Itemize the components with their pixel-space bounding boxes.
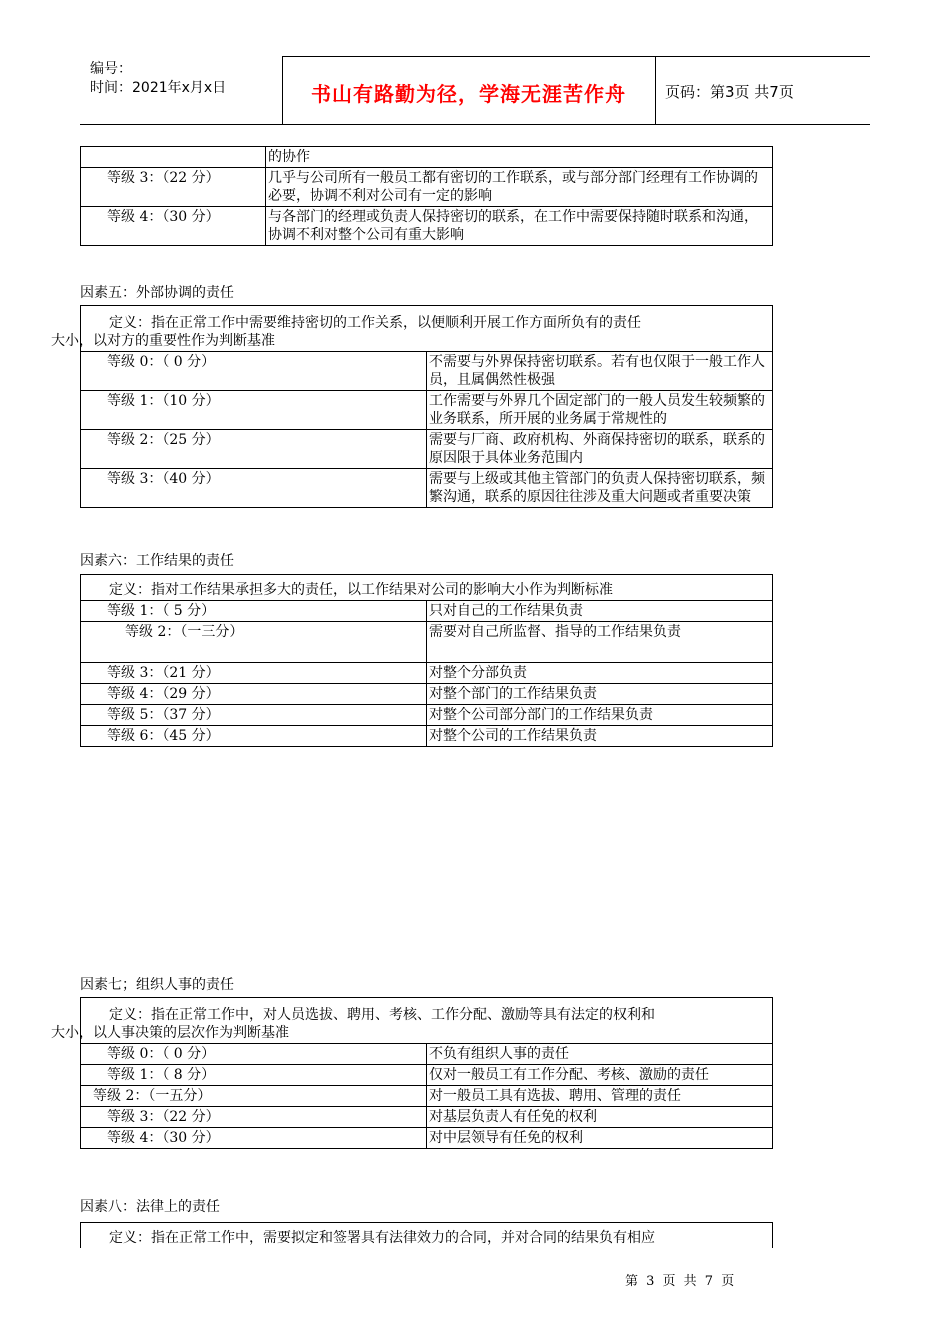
table-row [81, 352, 773, 391]
factor5-title: 因素五：外部协调的责任 [80, 285, 234, 301]
definition-text: 定义：指在正常工作中，需要拟定和签署具有法律效力的合同，并对合同的结果负有相应 [81, 1223, 773, 1249]
table-row [81, 1065, 773, 1086]
description-cell: 几乎与公司所有一般员工都有密切的工作联系，或与部分部门经理有工作协调的必要，协调不利对公司有一定的影响 [266, 168, 773, 207]
description-cell: 与各部门的经理或负责人保持密切的联系，在工作中需要保持随时联系和沟通，协调不利对整个公司有重大影响 [266, 207, 773, 246]
description-cell: 对中层领导有任免的权利 [427, 1128, 773, 1149]
level-cell: 等级 6：（45 分） [81, 726, 427, 747]
level-cell: 等级 0：（ 0 分） [81, 352, 427, 391]
description-cell: 需要对自己所监督、指导的工作结果负责 [427, 622, 773, 663]
table-row [81, 147, 773, 168]
header-top-rule [282, 56, 870, 57]
table-row [81, 168, 773, 207]
level-cell: 等级 3：（22 分） [81, 1107, 427, 1128]
definition-text-cont: 大小，以对方的重要性作为判断基准 [51, 333, 275, 349]
table-row [81, 207, 773, 246]
level-cell [81, 147, 266, 168]
description-cell: 对整个公司的工作结果负责 [427, 726, 773, 747]
description-cell: 对基层负责人有任免的权利 [427, 1107, 773, 1128]
definition-text-cont: 大小，以人事决策的层次作为判断基准 [51, 1025, 289, 1041]
definition-row [81, 1223, 773, 1249]
factor5-table [51, 305, 773, 508]
page-header [80, 56, 870, 125]
level-cell: 等级 4：（30 分） [81, 1128, 427, 1149]
table-row [81, 726, 773, 747]
description-cell: 仅对一般员工有工作分配、考核、激励的责任 [427, 1065, 773, 1086]
table-row [81, 1044, 773, 1065]
table-row [81, 1086, 773, 1107]
description-cell: 对整个公司部分部门的工作结果负责 [427, 705, 773, 726]
header-page-number: 页码：第3页 共7页 [665, 83, 794, 101]
level-cell: 等级 0：（ 0 分） [81, 1044, 427, 1065]
factor8-table [80, 1222, 773, 1248]
table-row [81, 1128, 773, 1149]
level-cell: 等级 1：（ 8 分） [81, 1065, 427, 1086]
level-cell: 等级 5：（37 分） [81, 705, 427, 726]
description-cell: 需要与上级或其他主管部门的负责人保持密切联系，频繁沟通，联系的原因往往涉及重大问题或者重要决策 [427, 469, 773, 508]
level-cell: 等级 4：（29 分） [81, 684, 427, 705]
header-time: 时间：2021年x月x日 [90, 80, 227, 96]
description-cell: 对一般员工具有选拔、聘用、管理的责任 [427, 1086, 773, 1107]
table-row [81, 601, 773, 622]
description-cell: 不需要与外界保持密切联系。若有也仅限于一般工作人员，且属偶然性极强 [427, 352, 773, 391]
definition-text: 定义：指在正常工作中，对人员选拔、聘用、考核、工作分配、激励等具有法定的权利和 [109, 1007, 655, 1023]
table-row [81, 1107, 773, 1128]
level-cell: 等级 1：（10 分） [81, 391, 427, 430]
level-cell: 等级 2：（一三分） [81, 622, 427, 663]
factor7-title: 因素七；组织人事的责任 [80, 977, 234, 993]
definition-row [81, 306, 773, 352]
table-row [81, 430, 773, 469]
level-cell: 等级 1：（ 5 分） [81, 601, 427, 622]
table-row [81, 391, 773, 430]
level-cell: 等级 3：（21 分） [81, 663, 427, 684]
header-motto: 书山有路勤为径，学海无涯苦作舟 [311, 82, 626, 106]
description-cell: 工作需要与外界几个固定部门的一般人员发生较频繁的业务联系，所开展的业务属于常规性的 [427, 391, 773, 430]
table-row [81, 705, 773, 726]
table-row [81, 469, 773, 508]
table-row [81, 622, 773, 663]
description-cell: 对整个分部负责 [427, 663, 773, 684]
factor4-table [80, 146, 773, 246]
header-meta [90, 60, 226, 98]
factor8-title: 因素八：法律上的责任 [80, 1199, 220, 1215]
level-cell: 等级 3：（40 分） [81, 469, 427, 508]
description-cell: 不负有组织人事的责任 [427, 1044, 773, 1065]
description-cell: 的协作 [266, 147, 773, 168]
definition-text: 定义：指在正常工作中需要维持密切的工作关系，以便顺利开展工作方面所负有的责任 [109, 315, 641, 331]
definition-row [81, 998, 773, 1044]
header-divider-2 [655, 56, 656, 124]
description-cell: 只对自己的工作结果负责 [427, 601, 773, 622]
definition-row [81, 575, 773, 601]
table-row [81, 663, 773, 684]
description-cell: 对整个部门的工作结果负责 [427, 684, 773, 705]
factor7-table [51, 997, 773, 1149]
level-cell: 等级 4：（30 分） [81, 207, 266, 246]
level-cell: 等级 2：（25 分） [81, 430, 427, 469]
table-row [81, 684, 773, 705]
level-cell: 等级 2：（一五分） [81, 1086, 427, 1107]
level-cell: 等级 3：（22 分） [81, 168, 266, 207]
description-cell: 需要与厂商、政府机构、外商保持密切的联系，联系的原因限于具体业务范围内 [427, 430, 773, 469]
page-footer: 第 3 页 共 7 页 [625, 1274, 735, 1289]
factor6-title: 因素六：工作结果的责任 [80, 553, 234, 569]
header-number: 编号： [90, 61, 132, 77]
definition-text: 定义：指对工作结果承担多大的责任，以工作结果对公司的影响大小作为判断标准 [81, 575, 773, 601]
factor6-table [80, 574, 773, 747]
